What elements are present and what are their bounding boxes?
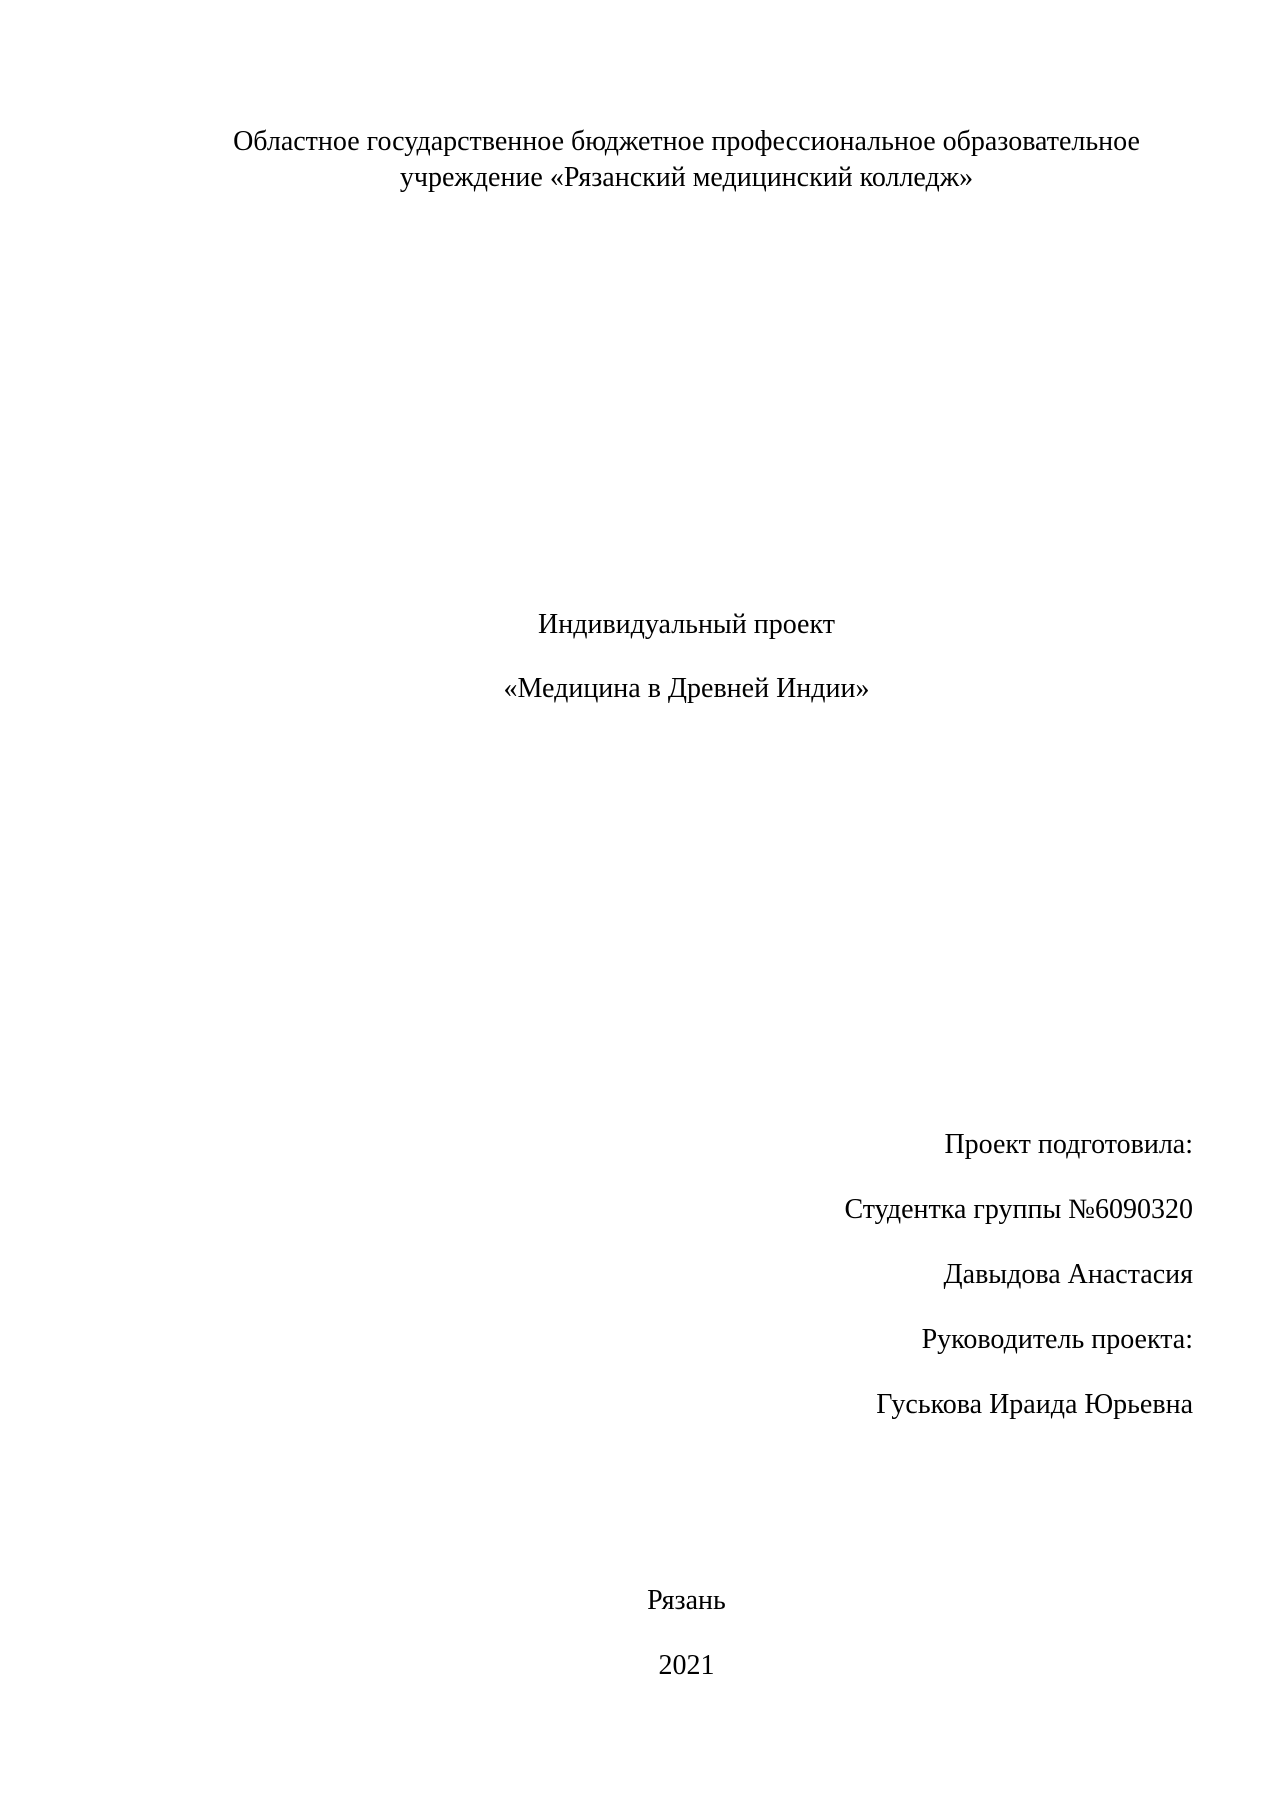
- student-name: Давыдова Анастасия: [943, 1259, 1193, 1290]
- student-group: Студентка группы №6090320: [844, 1194, 1193, 1225]
- year: 2021: [658, 1650, 715, 1681]
- prepared-by-label: Проект подготовила:: [944, 1129, 1193, 1160]
- supervisor-name: Гуськова Ираида Юрьевна: [876, 1389, 1193, 1420]
- institution-line-1: Областное государственное бюджетное профессиональное образовательное: [233, 126, 1140, 157]
- supervisor-label: Руководитель проекта:: [921, 1324, 1193, 1355]
- institution-line-2: учреждение «Рязанский медицинский колледж»: [399, 162, 974, 193]
- document-topic: «Медицина в Древней Индии»: [503, 673, 870, 704]
- document-kind: Индивидуальный проект: [538, 609, 835, 640]
- city: Рязань: [647, 1585, 726, 1616]
